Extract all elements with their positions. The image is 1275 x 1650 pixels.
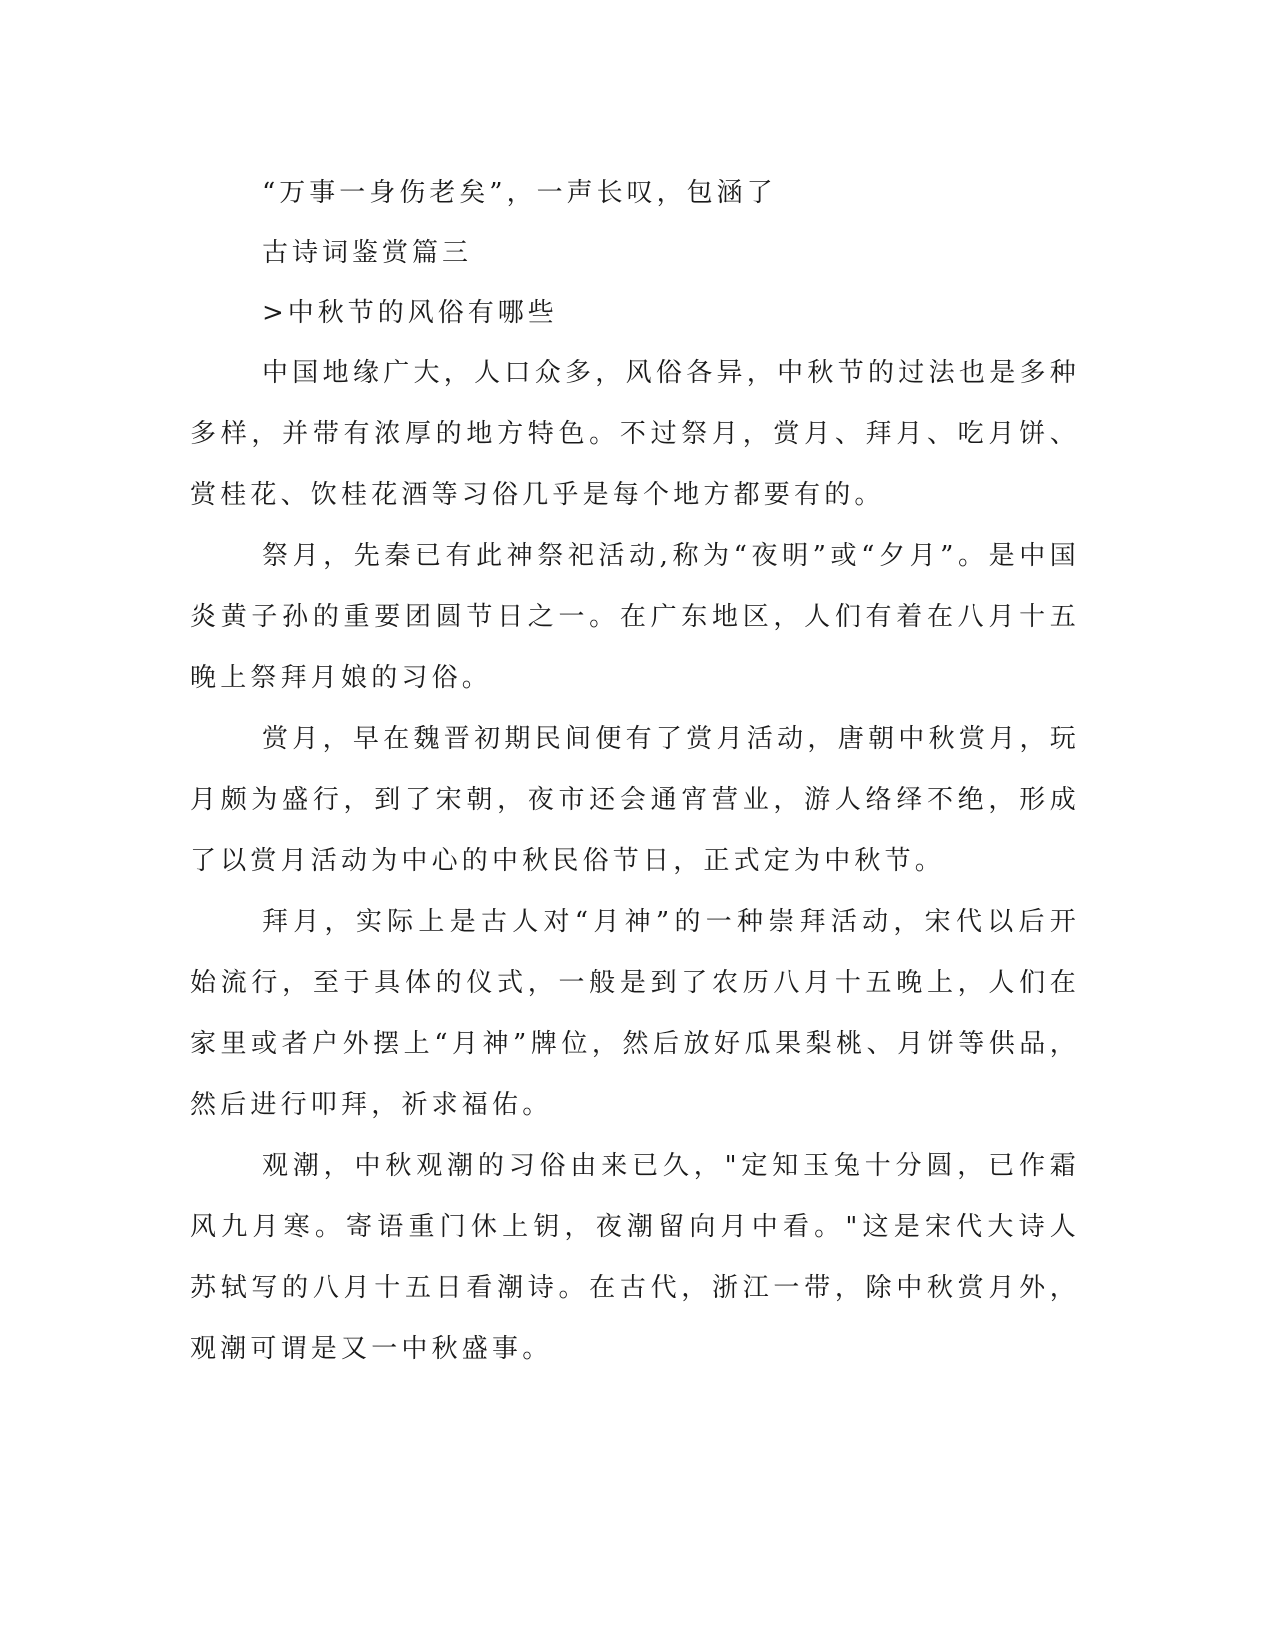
document-body [190, 163, 1080, 1380]
paragraph-shangyue: 赏月，早在魏晋初期民间便有了赏月活动，唐朝中秋赏月，玩月颇为盛行，到了宋朝，夜市还会通宵营业，游人络绎不绝，形成了以赏月活动为中心的中秋民俗节日，正式定为中秋节。 [190, 724, 1080, 876]
paragraph-baiyue: 拜月，实际上是古人对“月神”的一种崇拜活动，宋代以后开始流行，至于具体的仪式，一般是到了农历八月十五晚上，人们在家里或者户外摆上“月神”牌位，然后放好瓜果梨桃、月饼等供品，然后进行叩拜，祈求福佑。 [190, 907, 1080, 1120]
section-heading: 古诗词鉴赏篇三 [262, 238, 473, 268]
paragraph-intro: 中国地缘广大，人口众多，风俗各异，中秋节的过法也是多种多样，并带有浓厚的地方特色。不过祭月，赏月、拜月、吃月饼、赏桂花、饮桂花酒等习俗几乎是每个地方都要有的。 [190, 358, 1080, 510]
poem-quote-line: “万事一身伤老矣”，一声长叹，包涵了 [262, 178, 777, 208]
paragraph-jiyue: 祭月，先秦已有此神祭祀活动,称为“夜明”或“夕月”。是中国炎黄子孙的重要团圆节日之一。在广东地区，人们有着在八月十五晚上祭拜月娘的习俗。 [190, 541, 1080, 693]
subsection-heading: >中秋节的风俗有哪些 [262, 298, 558, 328]
paragraph-guanchao: 观潮，中秋观潮的习俗由来已久，"定知玉兔十分圆，已作霜风九月寒。寄语重门休上钥，夜潮留向月中看。"这是宋代大诗人苏轼写的八月十五日看潮诗。在古代，浙江一带，除中秋赏月外，观潮可谓是又一中秋盛事。 [190, 1151, 1080, 1364]
